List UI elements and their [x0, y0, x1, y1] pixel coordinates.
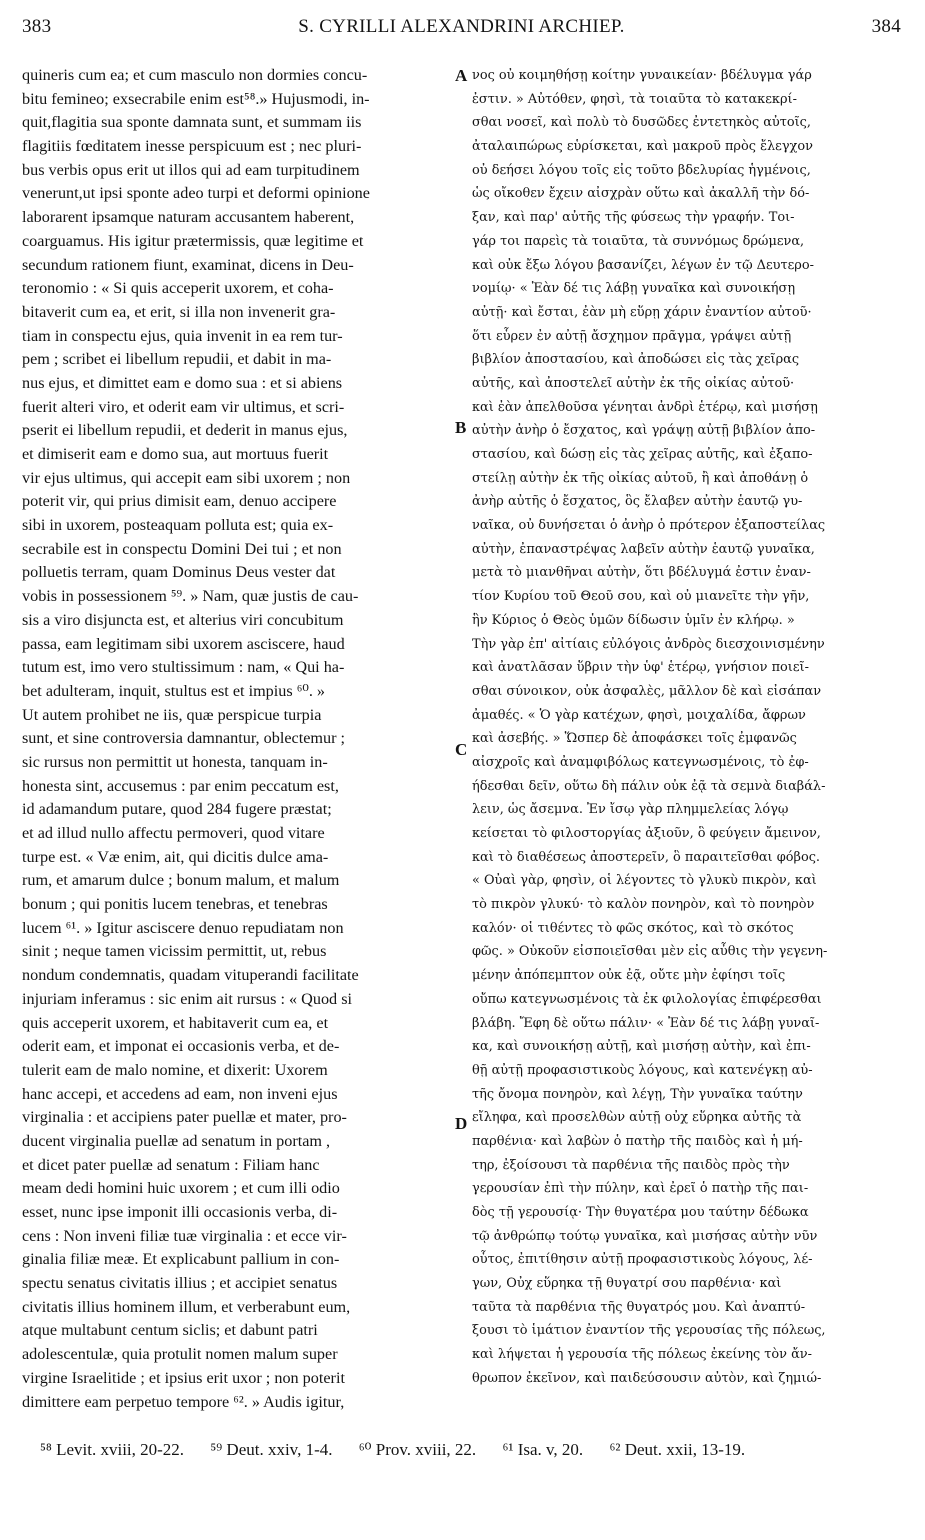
latin-text-line: virginalia : et accipiens pater puellæ et mater, pro-: [22, 1108, 347, 1127]
latin-text-line: id adamandum putare, quod 284 fugere præstat;: [22, 800, 332, 819]
greek-text-line: ἣν Κύριος ὁ Θεὸς ὑμῶν δίδωσιν ὑμῖν ἐν κλήρῳ. »: [472, 612, 795, 628]
greek-text-line: ξουσι τὸ ἱμάτιον ἐναντίον τῆς γερουσίας τῆς πόλεως,: [472, 1323, 826, 1339]
greek-text-line: στασίου, καὶ δώσῃ εἰς τὰς χεῖρας αὐτῆς, καὶ ἐξαπο-: [472, 447, 813, 462]
greek-text-line: σθαι νοσεῖ, καὶ πολὺ τὸ δυσῶδες ἐντετηκὸς αὐτοῖς,: [472, 115, 812, 131]
greek-text-line: κείσεται τὸ φιλοστοργίας ἀξιοῦν, ὃ φεύγειν ἄμεινον,: [472, 826, 821, 841]
greek-text-line: φῶς. » Οὐκοῦν εἰσποιεῖσθαι μὲν εἰς αὖθις τὴν γεγενη-: [472, 944, 828, 960]
latin-text-line: ginalia filiæ meæ. Et explicabunt pallium in con-: [22, 1250, 340, 1269]
greek-text-line: θῇ αὐτῇ προφασιστικοὺς λόγους, καὶ κατενέγκῃ αὐ-: [472, 1062, 813, 1078]
greek-text-line: ήδεσθαι δεῖν, οὕτω δὴ πάλιν οὐκ ἐᾷ τὰ σεμνὰ διαβάλ-: [472, 778, 826, 794]
latin-text-line: sinit ; neque tamen vicissim permittit, ut, rebus: [22, 942, 327, 961]
latin-text-line: bitu femineo; exsecrabile enim est⁵⁸.» Hujusmodi, in-: [22, 89, 370, 108]
greek-text-line: γάρ τοι παρεὶς τὰ τοιαῦτα, τὰ συννόμως δρώμενα,: [472, 233, 805, 249]
latin-text-line: pserit ei libellum repudii, et dederit in manus ejus,: [22, 421, 348, 440]
latin-text-line: tutum est, imo vero stultissimum : nam, « Qui ha-: [22, 658, 345, 677]
latin-text-line: tulerit eam de malo nomine, et dixerit: Uxorem: [22, 1060, 328, 1079]
latin-text-line: spectu senatus civitatis illius ; et accipiet senatus: [22, 1274, 338, 1293]
greek-text-line: τῷ ἀνθρώπῳ τούτῳ γυναῖκα, καὶ μισήσας αὐτὴν νῦν: [472, 1228, 818, 1244]
greek-text-line: ἀταλαιπώρως εὑρίσκεται, καὶ μακροῦ πρὸς ἔλεγχον: [472, 139, 813, 155]
latin-text-line: sibi in uxorem, posteaquam polluta est; quia ex-: [22, 516, 334, 535]
latin-text-line: et dicet pater puellæ ad senatum : Filiam hanc: [22, 1155, 320, 1174]
latin-column: [22, 64, 452, 1414]
latin-text-line: esset, nunc ipse imponit illi occasionis verba, di-: [22, 1203, 338, 1221]
greek-text-line: θρωπον ἐκεῖνον, καὶ παιδεύσουσιν αὐτὸν, καὶ ζημιώ-: [472, 1370, 822, 1386]
latin-text-line: teronomio : « Si quis acceperit uxorem, et coha-: [22, 279, 334, 298]
latin-text-line: virgine Israelitide ; et ipsius erit uxor ; non poterit: [22, 1368, 345, 1387]
margin-marker-a: A: [455, 66, 468, 85]
latin-text-line: poterit vir, qui prius dimisit eam, denuo accipere: [22, 492, 337, 511]
latin-text-line: passa, eam legitimam sibi uxorem asciscere, haud: [22, 634, 345, 653]
greek-text-line: τὸ πικρὸν γλυκύ· τὸ καλὸν πονηρὸν, καὶ τὸ πονηρὸν: [472, 897, 815, 913]
latin-text-line: secundum rationem fiunt, examinat, dicens in Deu-: [22, 255, 354, 274]
latin-text-line: ducent virginalia puellæ ad senatum in portam ,: [22, 1131, 331, 1150]
latin-text-line: rum, et amarum dulce ; bonum malum, et malum: [22, 871, 340, 890]
greek-text-line: κα, καὶ συνοικήσῃ αὐτῇ, καὶ μισήσῃ αὐτὴν, καὶ ἐπι-: [472, 1039, 811, 1055]
footnote: ⁵⁸ Levit. xviii, 20-22.: [40, 1440, 185, 1459]
greek-text-line: γερουσίαν ἐπὶ τὴν πύλην, καὶ ἐρεῖ ὁ πατὴρ τῆς παι-: [472, 1181, 809, 1197]
greek-text-line: ὅτι εὗρεν ἐν αὐτῇ ἄσχημον πρᾶγμα, γράψει αὐτῇ: [472, 328, 792, 344]
latin-text-line: polluetis terram, quam Dominus Deus vester dat: [22, 563, 336, 582]
greek-text-line: ἀμαθές. « Ὁ γὰρ κατέχων, φησὶ, μοιχαλίδα, ἄφρων: [472, 707, 806, 723]
latin-text-line: et dimiserit eam e domo sua, aut mortuus fuerit: [22, 445, 329, 463]
latin-text-line: quit,flagitia sua sponte damnata sunt, et summam iis: [22, 113, 362, 132]
footnotes: [40, 1440, 895, 1470]
greek-text-line: οὔπω κατεγνωσμένοις τὰ ἐκ φιλολογίας ἐπιφέρεσθαι: [472, 991, 822, 1007]
latin-text-line: cens : Non inveni filiæ tuæ virginalia : et ecce vir-: [22, 1226, 347, 1245]
latin-text-line: vir ejus ultimus, qui accepit eam sibi uxorem ; non: [22, 468, 351, 487]
greek-text-line: καὶ ἀσεβής. » Ὥσπερ δὲ ἀποφάσκει τοῖς ἐμφανῶς: [472, 731, 797, 747]
greek-text-line: ξαν, καὶ παρ' αὐτῆς τῆς φύσεως τὴν γραφήν. Τοι-: [472, 210, 795, 226]
greek-text-line: δὸς τῇ γερουσίᾳ· Τὴν θυγατέρα μου ταύτην δέδωκα: [472, 1205, 809, 1220]
latin-text-line: vobis in possessionem ⁵⁹. » Nam, quæ justis de cau-: [22, 587, 359, 606]
latin-text-line: bus verbis opus erit ut illos qui ad eam turpitudinem: [22, 160, 360, 179]
latin-text-line: honesta sint, accusemus : par enim peccatum est,: [22, 776, 339, 795]
greek-text-line: λειν, ὡς ἄσεμνα. Ἐν ἴσῳ γὰρ πλημμελείας λόγῳ: [472, 802, 789, 818]
margin-marker-d: D: [455, 1114, 468, 1133]
greek-text-line: στείλῃ αὐτὴν ἐκ τῆς οἰκίας αὐτοῦ, ἢ καὶ ἀποθάνῃ ὁ: [472, 470, 809, 486]
latin-text-line: secrabile est in conspectu Domini Dei tui ; et non: [22, 539, 342, 558]
greek-text-line: αἰσχροῖς καὶ ἀναμφιβόλως κατεγνωσμένοις, τὸ ἐφ-: [472, 754, 809, 770]
latin-text-line: civitatis illius hominem illum, et verberabunt eum,: [22, 1297, 351, 1316]
greek-text-line: μετὰ τὸ μιανθῆναι αὐτὴν, ὅτι βδέλυγμά ἐστιν ἐναν-: [472, 565, 811, 581]
latin-text-line: bonum ; qui ponitis lucem tenebras, et tenebras: [22, 895, 328, 914]
latin-text-line: laborarent ipsamque naturam accusantem haberent,: [22, 208, 355, 227]
latin-text-line: meam dedi homini huic uxorem ; et cum illi odio: [22, 1179, 340, 1198]
greek-text-line: τίον Κυρίου τοῦ Θεοῦ σου, καὶ οὐ μιανεῖτε τὴν γῆν,: [472, 589, 810, 605]
greek-text-line: αὐτῆς, καὶ ἀποστελεῖ αὐτὴν ἐκ τῆς οἰκίας αὐτοῦ·: [472, 375, 795, 391]
latin-text-line: sic rursus non permittit ut honesta, tanquam in-: [22, 752, 328, 771]
greek-text-line: τηρ, ἐξοίσουσι τὰ παρθένια τῆς παιδὸς πρὸς τὴν: [472, 1157, 790, 1173]
running-head: [22, 16, 901, 46]
footnote: ⁶⁰ Prov. xviii, 22.: [358, 1440, 477, 1459]
latin-text-line: atque multabunt centum siclis; et dabunt patri: [22, 1321, 318, 1340]
greek-text-line: σθαι σύνοικον, οὐκ ἀσφαλὲς, μᾶλλον δὲ καὶ εἰσάπαν: [472, 683, 822, 699]
latin-text-line: Ut autem prohibet ne iis, quæ perspicue turpia: [22, 705, 322, 724]
latin-text-line: fuerit alteri viro, et oderit eam vir ultimus, et scri-: [22, 397, 345, 416]
footnote: ⁶² Deut. xxii, 13-19.: [609, 1440, 746, 1459]
greek-text-line: βιβλίον ἀποστασίου, καὶ ἀποδώσει εἰς τὰς χεῖρας: [472, 352, 800, 368]
running-title: S. CYRILLI ALEXANDRINI ARCHIEP.: [298, 16, 625, 37]
latin-text-line: turpe est. « Væ enim, ait, qui dicitis dulce ama-: [22, 847, 329, 866]
greek-column: [472, 64, 904, 1391]
margin-marker-b: B: [455, 418, 467, 437]
latin-text-line: dimittere eam perpetuo tempore ⁶². » Audis igitur,: [22, 1392, 345, 1411]
greek-text-line: οὗτος, ἐπιτίθησιν αὐτῇ προφασιστικοὺς λόγους, λέ-: [472, 1252, 813, 1268]
greek-text-line: καὶ οὐκ ἔξω λόγου βασανίζει, λέγων ἐν τῷ Δευτερο-: [472, 257, 815, 273]
greek-text-line: καὶ τὸ διαθέσεως ἀποστερεῖν, ὃ παραιτεῖσθαι φόβος.: [472, 849, 821, 865]
latin-text-line: sunt, et sine controversia damnantur, oblectemur ;: [22, 729, 346, 748]
margin-marker-c: C: [455, 740, 468, 759]
latin-text-line: tiam in conspectu ejus, quia invenit in ea rem tur-: [22, 326, 343, 345]
greek-text-line: αὐτὴν ἀνὴρ ὁ ἔσχατος, καὶ γράψῃ αὐτῇ βιβλίον ἀπο-: [472, 423, 816, 439]
greek-text-line: ναῖκα, οὐ δυνήσεται ὁ ἀνὴρ ὁ πρότερον ἐξαποστείλας: [472, 518, 826, 534]
footnote: ⁶¹ Isa. v, 20.: [502, 1440, 584, 1459]
greek-text-line: παρθένια· καὶ λαβὼν ὁ πατὴρ τῆς παιδὸς καὶ ἡ μή-: [472, 1133, 803, 1149]
latin-text-line: bet adulteram, inquit, stultus est et impius ⁶⁰. »: [22, 681, 326, 700]
latin-text-line: quis acceperit uxorem, et habitaverit cum ea, et: [22, 1013, 329, 1032]
footnote: ⁵⁹ Deut. xxiv, 1-4.: [210, 1440, 333, 1459]
greek-text-line: γων, Οὐχ εὕρηκα τῇ θυγατρί σου παρθένια· καὶ: [472, 1276, 782, 1292]
greek-text-line: Τὴν γὰρ ἐπ' αἰτίαις εὐλόγοις ἀνδρὸς διεσχοινισμένην: [472, 636, 825, 652]
greek-text-line: μένην ἀπόπεμπτον οὐκ ἐᾷ, οὔτε μὴν ἐφίησι τοῖς: [472, 968, 786, 984]
greek-text-line: καλόν· οἱ τιθέντες τὸ φῶς σκότος, καὶ τὸ σκότος: [472, 920, 794, 936]
greek-text-line: αὐτὴν, ἐπαναστρέψας λαβεῖν αὐτὴν ἑαυτῷ γυναῖκα,: [472, 541, 815, 557]
latin-text-line: quineris cum ea; et cum masculo non dormies concu-: [22, 66, 368, 84]
greek-text-line: οὐ δεήσει λόγου τοῖς εἰς τοῦτο βδελυρίας ἡγμένοις,: [472, 162, 811, 178]
greek-text-line: βλάβη. Ἔφη δὲ οὕτω πάλιν· « Ἐὰν δέ τις λάβῃ γυναῖ-: [472, 1015, 820, 1031]
latin-text-line: flagitiis fœditatem inesse perspicuum est ; nec pluri-: [22, 137, 362, 156]
latin-text-line: nus ejus, et dimittet eam e domo sua : et si abiens: [22, 373, 343, 392]
latin-text-line: coarguamus. His igitur prætermissis, quæ legitime et: [22, 231, 364, 250]
greek-text-line: ὡς οἴκοθεν ἔχειν αἰσχρὰν οὕτω καὶ ἀκαλλῆ τὴν δό-: [472, 186, 810, 202]
greek-text-line: νος οὐ κοιμηθήσῃ κοίτην γυναικείαν· βδέλυγμα γάρ: [472, 68, 812, 83]
latin-text-line: lucem ⁶¹. » Igitur asciscere denuo repudiatam non: [22, 918, 344, 937]
greek-text-line: καὶ ἐὰν ἀπελθοῦσα γένηται ἀνδρὶ ἑτέρῳ, καὶ μισήσῃ: [472, 399, 818, 415]
greek-text-line: αὐτῇ· καὶ ἔσται, ἐὰν μὴ εὕρῃ χάριν ἐναντίον αὐτοῦ·: [472, 304, 812, 320]
greek-text-line: καὶ λήψεται ἡ γερουσία τῆς πόλεως ἐκείνης τὸν ἄν-: [472, 1347, 813, 1363]
latin-text-line: bitaverit cum ea, et erit, si illa non invenerit gra-: [22, 302, 336, 321]
greek-text-line: ταῦτα τὰ παρθένια τῆς θυγατρός μου. Καὶ ἀναπτύ-: [472, 1299, 806, 1315]
greek-text-line: « Οὐαὶ γὰρ, φησὶν, οἱ λέγοντες τὸ γλυκὺ πικρὸν, καὶ: [472, 873, 817, 889]
greek-text-line: καὶ ἀνατλᾶσαν ὕβριν τὴν ὑφ' ἑτέρῳ, γνήσιον ποιεῖ-: [472, 660, 809, 676]
latin-text-line: sis a viro disjuncta est, et alterius viri concubitum: [22, 610, 344, 629]
greek-text-line: εἴληφα, καὶ προσελθὼν αὐτῇ οὐχ εὕρηκα αὐτῆς τὰ: [472, 1110, 802, 1126]
latin-text-line: oderit eam, et imponat ei occasionis verba, et de-: [22, 1037, 340, 1056]
page-number-left: 383: [22, 16, 52, 37]
greek-text-line: νομίῳ· « Ἐὰν δέ τις λάβῃ γυναῖκα καὶ συνοικήσῃ: [472, 281, 796, 297]
latin-text-line: adolescentulæ, quia protulit nomen malum super: [22, 1345, 338, 1364]
latin-text-line: venerunt,ut ipsi sponte adeo turpi et deformi opinione: [22, 184, 370, 203]
latin-text-line: nondum condemnatis, quadam vituperandi facilitate: [22, 966, 359, 985]
greek-text-line: τῆς ὄνομα πονηρὸν, καὶ λέγῃ, Τὴν γυναῖκα ταύτην: [472, 1086, 803, 1102]
latin-text-line: pem ; scribet ei libellum repudii, et dabit in ma-: [22, 350, 332, 369]
greek-text-line: ἐστιν. » Αὐτόθεν, φησὶ, τὰ τοιαῦτα τὸ κατακεκρί-: [472, 91, 797, 107]
latin-text-line: injuriam inferamus : sic enim ait rursus : « Quod si: [22, 989, 352, 1008]
latin-text-line: et ad illud nullo affectu permoveri, quod vitare: [22, 824, 325, 842]
latin-text-line: hanc accepi, et accedens ad eam, non inveni ejus: [22, 1084, 338, 1103]
greek-text-line: ἀνὴρ αὐτῆς ὁ ἔσχατος, ὃς ἔλαβεν αὐτὴν ἑαυτῷ γυ-: [472, 494, 803, 510]
page-number-right: 384: [871, 16, 901, 37]
